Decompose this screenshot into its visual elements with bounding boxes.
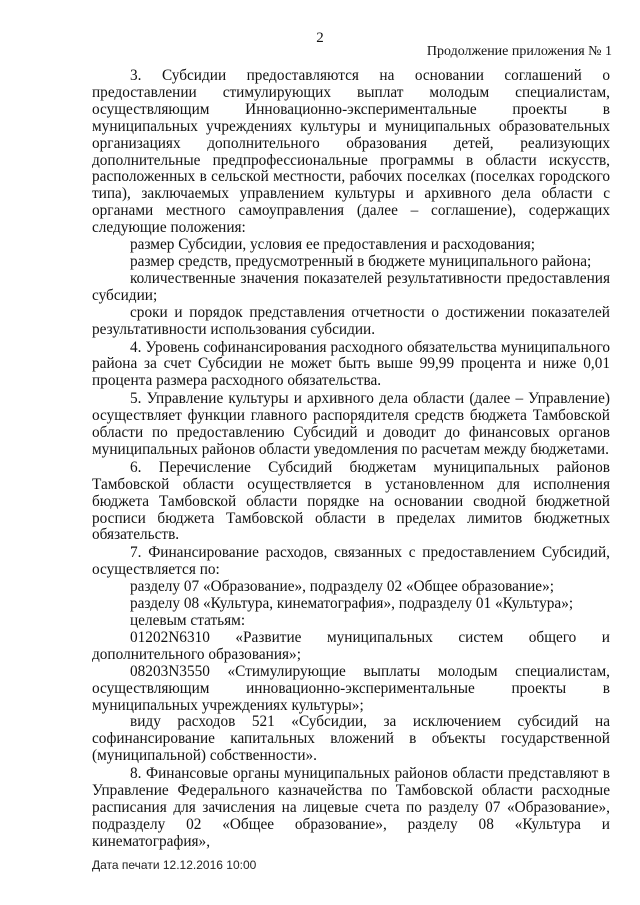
paragraph-3: 3. Субсидии предоставляются на основании соглашений о предоставлении стимулирующих выплат молодым специалистам, осуществляющим Инновационно-экспериментальные проекты в муниципальных учреждениях культуры и муниципальных образовательных организациях дополнительного образования детей, реализующих дополнительные предпрофессиональные программы в области искусств, расположенных в сельской местности, рабочих поселках (поселках городского типа), заключаемых управлением культуры и архивного дела области с органами местного самоуправления (далее – соглашение), содержащих следующие положения:	[92, 67, 610, 237]
document-body	[92, 68, 610, 851]
list-item-expense-type-521: виду расходов 521 «Субсидии, за исключением субсидий на софинансирование капитальных вложений в объекты государственной (муниципальной) собственности».	[92, 713, 610, 765]
list-item-section-07: разделу 07 «Образование», подразделу 02 «Общее образование»;	[130, 578, 554, 596]
paragraph-4: 4. Уровень софинансирования расходного обязательства муниципального района за счет Субсидии не может быть выше 99,99 процента и ниже 0,01 процента размера расходного обязательства.	[92, 338, 610, 390]
paragraph-8: 8. Финансовые органы муниципальных районов области представляют в Управление Федерального казначейства по Тамбовской области расходные расписания для зачисления на лицевые счета по разделу 07 «Образование», подразделу 02 «Общее образование», разделу 08 «Культура и кинематография»,	[92, 765, 610, 850]
list-item-section-08: разделу 08 «Культура, кинематография», подразделу 01 «Культура»;	[130, 595, 574, 613]
list-item-subsidy-size: размер Субсидии, условия ее предоставления и расходования;	[130, 236, 536, 254]
page-number: 2	[316, 30, 324, 46]
paragraph-6: 6. Перечисление Субсидий бюджетам муниципальных районов Тамбовской области осуществляется в установленном для исполнения бюджета Тамбовской области порядке на основании сводной бюджетной росписи бюджета Тамбовской области в пределах лимитов бюджетных обязательств.	[92, 458, 610, 544]
list-item-performance-indicators: количественные значения показателей результативности предоставления субсидии;	[92, 269, 610, 304]
list-item-target-articles: целевым статьям:	[130, 612, 246, 629]
list-item-article-01202N6310: 01202N6310 «Развитие муниципальных систем общего и дополнительного образования»;	[92, 628, 610, 663]
list-item-budget-funds: размер средств, предусмотренный в бюджете муниципального района;	[130, 252, 592, 270]
print-date-footer: Дата печати 12.12.2016 10:00	[92, 858, 257, 872]
list-item-reporting: сроки и порядок представления отчетности о достижении показателей результативности использования субсидии.	[92, 303, 610, 338]
continuation-label: Продолжение приложения № 1	[426, 44, 612, 59]
paragraph-5: 5. Управление культуры и архивного дела области (далее – Управление) осуществляет функции главного распорядителя средств бюджета Тамбовской области по предоставлению Субсидий и доводит до финансовых органов муниципальных районов области уведомления по расчетам между бюджетами.	[92, 390, 610, 458]
paragraph-7: 7. Финансирование расходов, связанных с предоставлением Субсидий, осуществляется по:	[92, 544, 610, 579]
list-item-article-08203N3550: 08203N3550 «Стимулирующие выплаты молодым специалистам, осуществляющим инновационно-экспериментальные проекты в муниципальных учреждениях культуры»;	[92, 662, 610, 714]
